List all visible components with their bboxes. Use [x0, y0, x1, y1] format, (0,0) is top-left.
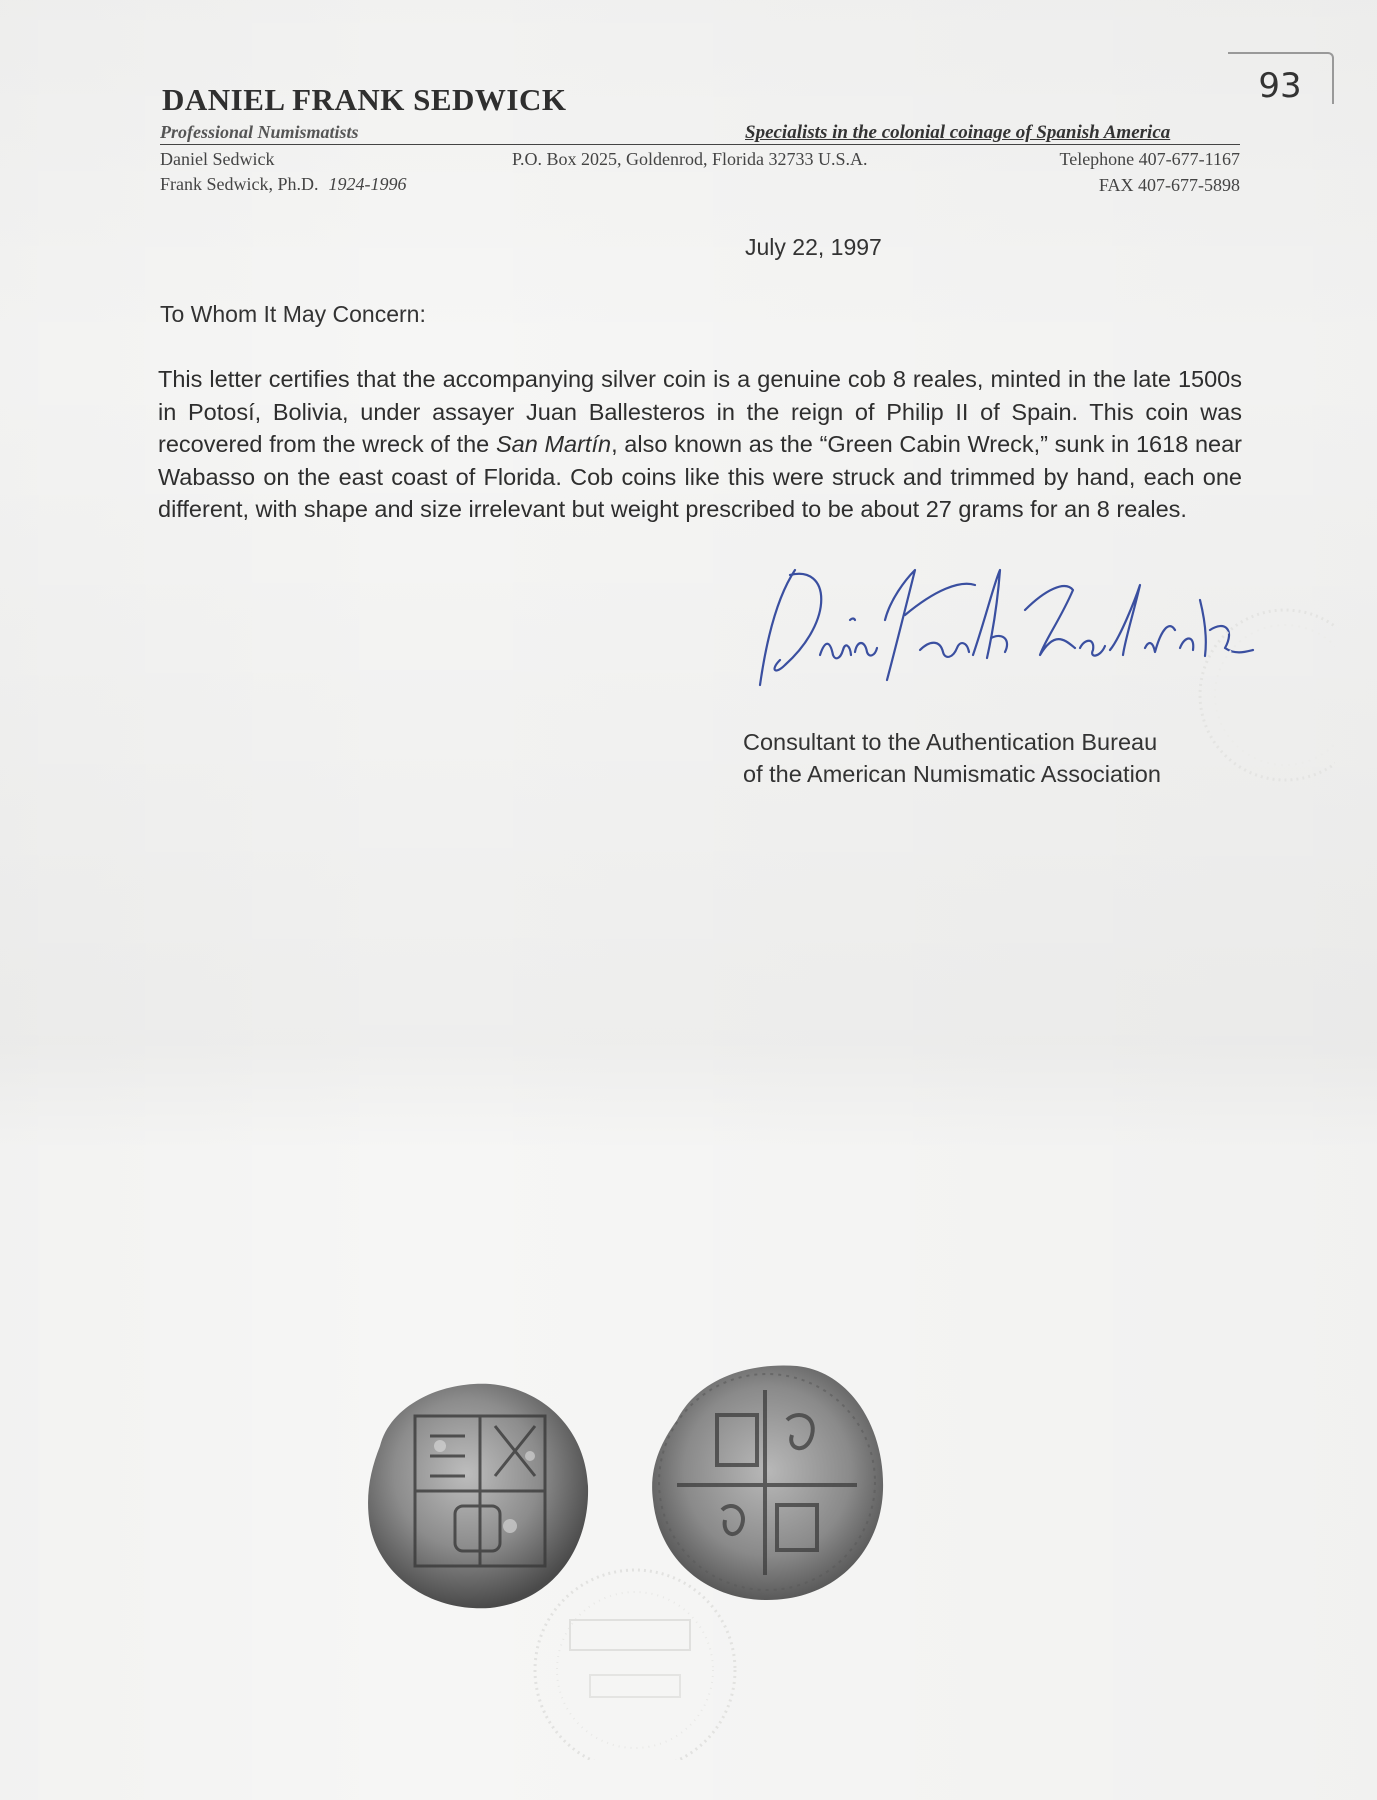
tagline-right: Specialists in the colonial coinage of Spanish America: [745, 122, 1171, 143]
contact-name-2: [160, 174, 407, 195]
letter-body: [158, 363, 1242, 526]
letter-body-part1: This letter certifies that the accompanying silver coin is a genuine cob 8 reales, minted in the late 1500s in Potosí, Bolivia, under assayer Juan Ballesteros in the reign of Philip II of Spain. This coin was recovered from the wreck of the: [158, 366, 1242, 457]
contact-name-2-text: Frank Sedwick, Ph.D.: [160, 174, 319, 194]
coin-obverse-photo: [360, 1376, 592, 1612]
letterhead-rule: [160, 144, 1240, 145]
telephone: Telephone 407-677-1167: [1059, 149, 1240, 169]
tagline-left: Professional Numismatists: [160, 122, 359, 142]
embossed-seal-top: [1175, 600, 1335, 790]
signer-title-line-2: of the American Numismatic Association: [743, 761, 1161, 787]
signer-title-line-1: Consultant to the Authentication Bureau: [743, 729, 1158, 755]
coin-reverse-photo: [647, 1360, 887, 1603]
salutation: To Whom It May Concern:: [160, 301, 426, 327]
letter-date: July 22, 1997: [745, 234, 882, 260]
page-number: 93: [1228, 52, 1334, 104]
firm-name: DANIEL FRANK SEDWICK: [162, 82, 567, 117]
mailing-address: P.O. Box 2025, Goldenrod, Florida 32733 U.S.A.: [512, 149, 868, 169]
fax-number: FAX 407-677-5898: [1098, 175, 1240, 195]
letter-body-part2: , also known as the “Green Cabin Wreck,” sunk in 1618 near Wabasso on the east coast of Florida. Cob coins like this were struck and trimmed by hand, each one different, with shape and size irrelevant but weight prescribed to be about 27 grams for an 8 reales.: [158, 431, 1242, 522]
letter-body-italic: San Martín: [495, 431, 612, 457]
contact-name-2-dates: 1924-1996: [328, 174, 407, 194]
contact-name-1: Daniel Sedwick: [160, 149, 275, 169]
